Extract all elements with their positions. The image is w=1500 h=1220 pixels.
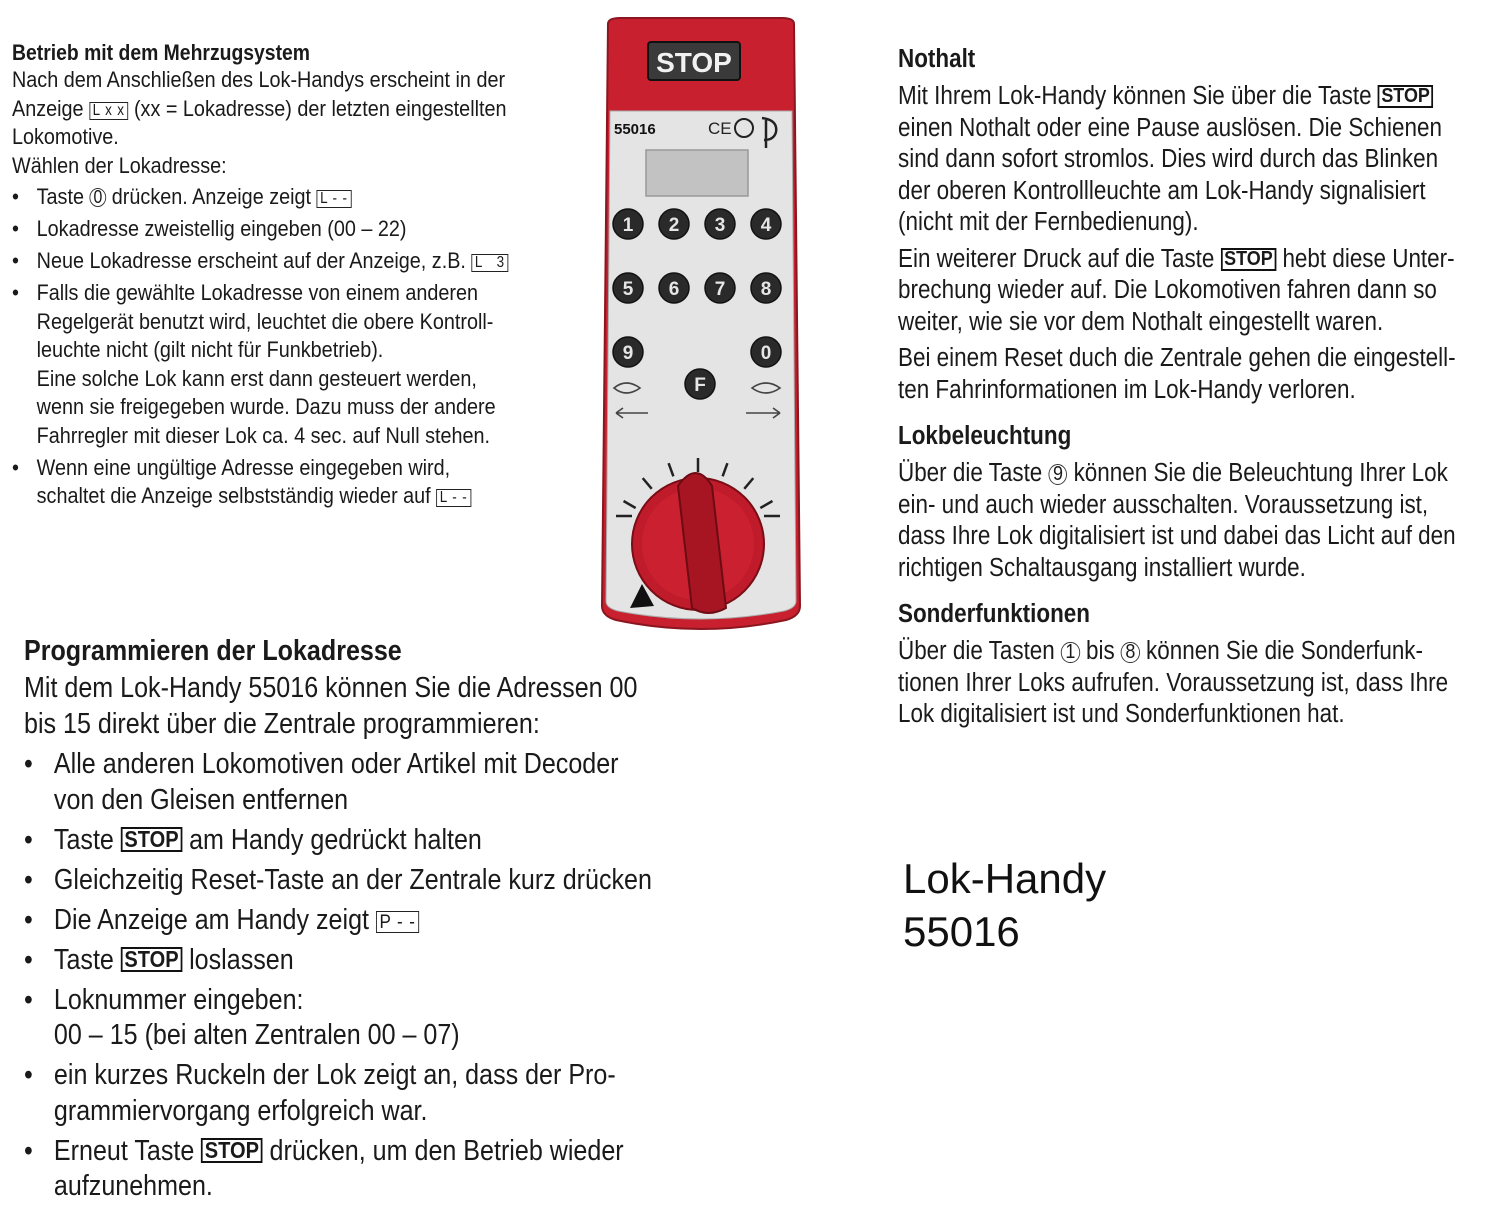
key-1-symbol: 1: [1061, 642, 1080, 663]
list-item: • Wenn eine ungültige Adresse eingegeben wird, schaltet die Anzeige selbstständig wieder auf L - -: [12, 454, 509, 511]
list-item: • Taste STOP loslassen: [24, 943, 652, 979]
key-2-button[interactable]: [659, 209, 689, 239]
key-label: 1: [622, 215, 634, 236]
heading-mehrzugsystem: Betrieb mit dem Mehrzugsystem: [12, 40, 311, 65]
key-9-symbol: 9: [1049, 464, 1068, 485]
list-item: • Alle anderen Lokomotiven oder Artikel mit Decoder von den Gleisen entfernen: [24, 747, 652, 818]
key-f-button[interactable]: [685, 369, 715, 399]
key-label: 4: [760, 215, 772, 236]
key-6-button[interactable]: [659, 273, 689, 303]
key-label: F: [694, 375, 706, 396]
display-l: L - -: [436, 489, 471, 507]
key-3-button[interactable]: [705, 209, 735, 239]
sonderfunktionen-paragraph: Über die Tasten 1 bis 8 können Sie die Sonderfunk- tionen Ihrer Loks aufrufen. Voraussetzung ist, dass Ihre Lok digitalisiert ist und Sonderfunktionen hat.: [898, 637, 1449, 728]
key-label: 2: [668, 215, 680, 236]
device-display: [646, 150, 748, 196]
section-programmieren: [24, 634, 652, 1209]
key-7-button[interactable]: [705, 273, 735, 303]
display-lxx: L x x: [89, 102, 128, 120]
heading-lokbeleuchtung: Lokbeleuchtung: [898, 422, 1072, 450]
intro-line-2: Anzeige L x x (xx = Lokadresse) der letzten eingestellten: [12, 95, 507, 121]
caption-name: Lok-Handy: [903, 855, 1107, 902]
key-0-symbol: 0: [89, 188, 106, 207]
intro-line-3: Lokomotive.: [12, 124, 119, 149]
choose-address: Wählen der Lokadresse:: [12, 152, 227, 178]
list-item: • Falls die gewählte Lokadresse von einem anderen Regelgerät benutzt wird, leuchtet die obere Kontroll- leuchte nicht (gilt nicht für Funkbetrieb). Eine solche Lok kann erst dann gesteuert werden, wenn sie freigegeben wurde. Dazu muss der andere Fahrregler mit dieser Lok ca. 4 sec. auf Null stehen.: [12, 279, 509, 450]
device-model-number: 55016: [614, 121, 656, 138]
nothalt-paragraph-3: Bei einem Reset duch die Zentrale gehen die eingestell- ten Fahrinformationen im Lok-Handy verloren.: [898, 344, 1456, 404]
intro-line-1: Nach dem Anschließen des Lok-Handys erscheint in der: [12, 67, 506, 92]
address-steps: [12, 183, 509, 511]
programming-intro: Mit dem Lok-Handy 55016 können Sie die Adressen 00 bis 15 direkt über die Zentrale programmieren:: [24, 672, 638, 740]
stop-key-symbol: STOP: [121, 827, 182, 853]
section-right: [898, 44, 1456, 736]
key-label: 7: [714, 279, 726, 300]
stop-key-symbol: STOP: [121, 947, 182, 973]
nothalt-paragraph-2: Ein weiterer Druck auf die Taste STOP hebt diese Unter- brechung wieder auf. Die Lokomotiven fahren dann so weiter, wie sie vor dem Nothalt eingestellt waren.: [898, 244, 1455, 336]
stop-key-symbol: STOP: [1221, 248, 1277, 271]
heading-sonderfunktionen: Sonderfunktionen: [898, 600, 1090, 628]
heading-nothalt: Nothalt: [898, 45, 976, 73]
key-label: 8: [760, 279, 772, 300]
list-item: • Lokadresse zweistellig eingeben (00 – 22): [12, 215, 509, 244]
key-label: 5: [622, 279, 634, 300]
key-5-button[interactable]: [613, 273, 643, 303]
key-label: 6: [668, 279, 680, 300]
display-l: L - -: [317, 190, 352, 208]
programming-steps: [24, 747, 652, 1205]
section-mehrzugsystem: [12, 40, 509, 514]
lokbeleuchtung-paragraph: Über die Taste 9 können Sie die Beleuchtung Ihrer Lok ein- und auch wieder ausschalten. Voraussetzung ist, dass Ihre Lok digitalisiert ist und dabei das Licht auf den richtigen Schaltausgang installiert wurde.: [898, 459, 1456, 582]
nothalt-paragraph-1: Mit Ihrem Lok-Handy können Sie über die Taste STOP einen Nothalt oder eine Pause auslösen. Die Schienen sind dann sofort stromlos. Dies wird durch das Blinken der oberen Kontrollleuchte am Lok-Handy signalisiert (nicht mit der Fernbedienung).: [898, 82, 1442, 236]
key-label: 9: [622, 343, 634, 364]
stop-key-symbol: STOP: [201, 1138, 262, 1164]
key-0-button[interactable]: [751, 337, 781, 367]
key-8-button[interactable]: [751, 273, 781, 303]
caption-number: 55016: [903, 908, 1020, 955]
key-9-button[interactable]: [613, 337, 643, 367]
heading-programmieren: Programmieren der Lokadresse: [24, 635, 402, 667]
list-item: • Erneut Taste STOP drücken, um den Betrieb wieder aufzunehmen.: [24, 1134, 652, 1205]
list-item: • Die Anzeige am Handy zeigt P - -: [24, 903, 652, 939]
key-1-button[interactable]: [613, 209, 643, 239]
list-item: • Neue Lokadresse erscheint auf der Anzeige, z.B. L 3: [12, 247, 509, 276]
key-label: 0: [760, 343, 772, 364]
display-p: P - -: [376, 911, 419, 933]
key-4-button[interactable]: [751, 209, 781, 239]
list-item: • ein kurzes Ruckeln der Lok zeigt an, dass der Pro- grammiervorgang erfolgreich war.: [24, 1058, 652, 1129]
list-item: • Taste 0 drücken. Anzeige zeigt L - -: [12, 183, 509, 212]
key-8-symbol: 8: [1121, 642, 1140, 663]
lok-handy-device: [596, 16, 806, 631]
list-item: • Loknummer eingeben: 00 – 15 (bei alten Zentralen 00 – 07): [24, 983, 652, 1054]
product-caption: [903, 852, 1106, 958]
key-label: 3: [714, 215, 726, 236]
stop-key-symbol: STOP: [1378, 85, 1434, 108]
list-item: • Gleichzeitig Reset-Taste an der Zentrale kurz drücken: [24, 863, 652, 899]
stop-button-label: STOP: [656, 47, 732, 78]
list-item: • Taste STOP am Handy gedrückt halten: [24, 823, 652, 859]
ce-mark: CE: [708, 119, 732, 138]
display-l3: L 3: [471, 254, 508, 272]
